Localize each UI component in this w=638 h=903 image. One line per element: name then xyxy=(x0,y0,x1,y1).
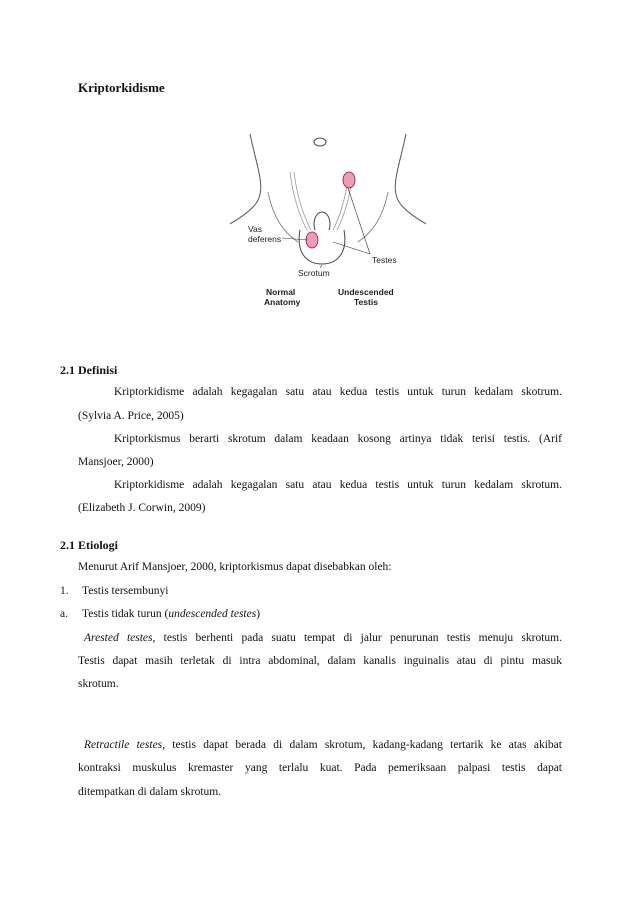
retractile-line1 xyxy=(84,739,562,751)
retractile-term: Retractile testes, xyxy=(84,739,166,751)
label-scrotum: Scrotum xyxy=(298,268,330,278)
page-title: Kriptorkidisme xyxy=(78,80,165,95)
definisi-p2-line2: Mansjoer, 2000) xyxy=(78,456,154,468)
caption-normal-line1: Normal xyxy=(266,287,296,297)
caption-normal-line2: Anatomy xyxy=(264,297,301,307)
anatomy-figure xyxy=(228,132,428,312)
item-a-post: ) xyxy=(256,608,261,620)
definisi-p3-line2: (Elizabeth J. Corwin, 2009) xyxy=(78,502,206,514)
definisi-p1-line2: (Sylvia A. Price, 2005) xyxy=(78,410,184,422)
arrested-line2: Testis dapat masih terletak di intra abdominal, dalam kanalis inguinalis atau di pintu masuk xyxy=(78,655,562,667)
list-letter-a: a. xyxy=(60,608,68,620)
item-a-pre: Testis tidak turun ( xyxy=(82,608,169,620)
section-heading-definisi: 2.1 Definisi xyxy=(60,363,118,377)
definisi-p1-line1: Kriptorkidisme adalah kegagalan satu atau kedua testis untuk turun kedalam skotrum. xyxy=(114,386,562,398)
list-item-1-text: Testis tersembunyi xyxy=(82,585,169,597)
caption-undescended-line2: Testis xyxy=(354,297,378,307)
definisi-p2-line1: Kriptorkismus berarti skrotum dalam keadaan kosong artinya tidak terisi testis. (Arif xyxy=(114,433,562,445)
retractile-line2: kontraksi muskulus kremaster yang terlalu kuat. Pada pemeriksaan palpasi testis dapat xyxy=(78,762,562,774)
item-a-italic-term: undescended testes xyxy=(168,608,257,620)
section-heading-etiologi: 2.1 Etiologi xyxy=(60,538,119,552)
etiologi-intro: Menurut Arif Mansjoer, 2000, kriptorkismus dapat disebabkan oleh: xyxy=(78,561,392,573)
label-deferens: deferens xyxy=(248,234,282,244)
label-vas: Vas xyxy=(248,224,263,234)
definisi-p3-line1: Kriptorkidisme adalah kegagalan satu atau kedua testis untuk turun kedalam skrotum. xyxy=(114,479,562,491)
arrested-term: Arested testes, xyxy=(84,632,156,644)
list-number-1: 1. xyxy=(60,585,69,597)
label-testes: Testes xyxy=(372,255,397,265)
anatomy-illustration xyxy=(228,132,428,312)
list-item-a-text xyxy=(82,608,260,620)
arrested-line1 xyxy=(84,632,562,644)
retractile-line3: ditempatkan di dalam skrotum. xyxy=(78,786,222,798)
arrested-line1-text: testis berhenti pada suatu tempat di jalur penurunan testis menuju skrotum. xyxy=(155,632,562,644)
caption-undescended-line1: Undescended xyxy=(338,287,394,297)
undescended-testis-shape xyxy=(343,172,355,188)
retractile-line1-text: testis dapat berada di dalam skrotum, kadang-kadang tertarik ke atas akibat xyxy=(165,739,562,751)
arrested-line3: skrotum. xyxy=(78,678,119,690)
